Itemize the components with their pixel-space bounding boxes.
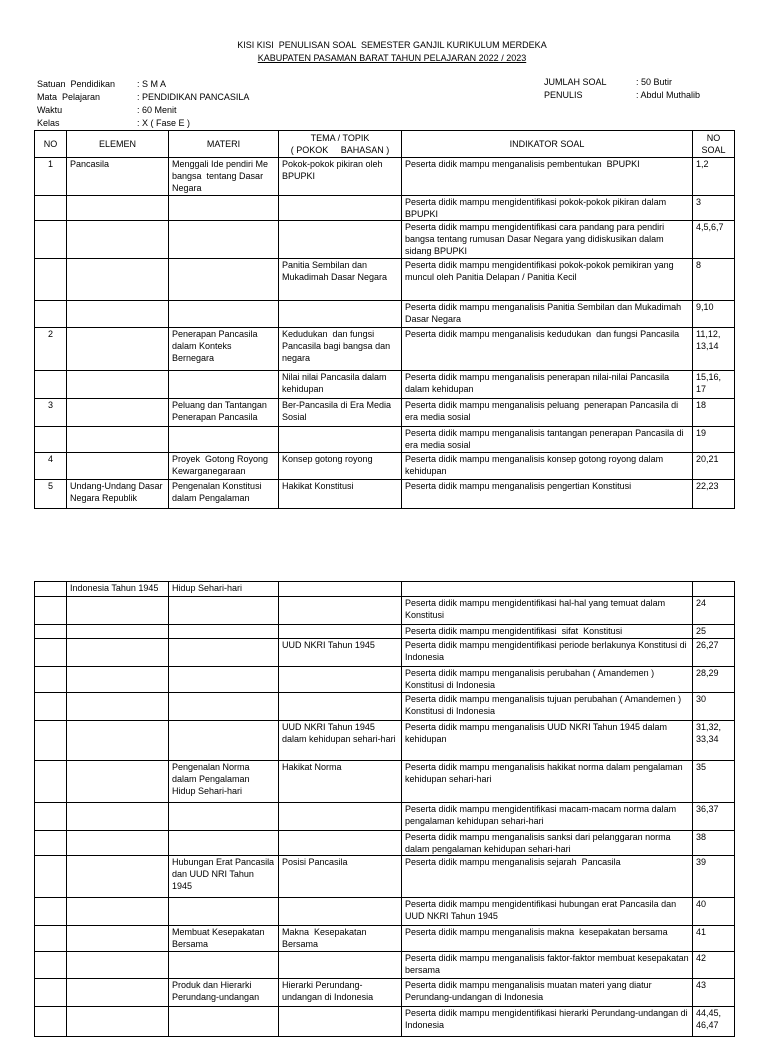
table-row bbox=[35, 301, 735, 328]
cell-materi: Hubungan Erat Pancasila dan UUD NRI Tahun 1945 bbox=[169, 856, 279, 898]
cell-no-soal bbox=[693, 582, 735, 597]
cell-materi bbox=[169, 625, 279, 639]
table-row bbox=[35, 453, 735, 480]
cell-indikator: Peserta didik mampu menganalisis pembentukan BPUPKI bbox=[402, 158, 693, 196]
cell-indikator: Peserta didik mampu menganalisis tujuan perubahan ( Amandemen ) Konstitusi di Indonesia bbox=[402, 693, 693, 721]
cell-no: 4 bbox=[35, 453, 67, 480]
cell-materi: Hidup Sehari-hari bbox=[169, 582, 279, 597]
table-row bbox=[35, 371, 735, 399]
meta-label: Kelas bbox=[37, 118, 60, 128]
meta-value: : PENDIDIKAN PANCASILA bbox=[137, 92, 250, 102]
cell-elemen bbox=[67, 328, 169, 371]
cell-materi: Penerapan Pancasila dalam Konteks Bernegara bbox=[169, 328, 279, 371]
meta-label: Satuan Pendidikan bbox=[37, 79, 116, 89]
cell-indikator: Peserta didik mampu menganalisis Panitia Sembilan dan Mukadimah Dasar Negara bbox=[402, 301, 693, 328]
table-row bbox=[35, 761, 735, 803]
cell-tema: Makna Kesepakatan Bersama bbox=[279, 926, 402, 952]
cell-elemen bbox=[67, 856, 169, 898]
cell-tema: Hakikat Norma bbox=[279, 761, 402, 803]
cell-no bbox=[35, 979, 67, 1007]
cell-elemen: Undang-Undang Dasar Negara Republik bbox=[67, 480, 169, 509]
kisi-kisi-table-part-1 bbox=[34, 130, 735, 509]
cell-tema bbox=[279, 196, 402, 221]
cell-no bbox=[35, 721, 67, 761]
meta-info-right bbox=[544, 77, 744, 103]
cell-no bbox=[35, 693, 67, 721]
table-header-row bbox=[35, 131, 735, 158]
cell-no bbox=[35, 597, 67, 625]
header-no-soal-line-1: NO bbox=[706, 133, 721, 143]
cell-no bbox=[35, 371, 67, 399]
cell-tema bbox=[279, 625, 402, 639]
table-row bbox=[35, 831, 735, 856]
meta-value: : S M A bbox=[137, 79, 167, 89]
meta-value: : Abdul Muthalib bbox=[636, 90, 701, 100]
document-subtitle: KABUPATEN PASAMAN BARAT TAHUN PELAJARAN 2022 / 2023 bbox=[257, 53, 527, 63]
cell-indikator bbox=[402, 582, 693, 597]
cell-no bbox=[35, 803, 67, 831]
cell-no bbox=[35, 259, 67, 301]
cell-tema bbox=[279, 597, 402, 625]
cell-no bbox=[35, 625, 67, 639]
cell-elemen bbox=[67, 221, 169, 259]
meta-value: : X ( Fase E ) bbox=[137, 118, 191, 128]
cell-elemen bbox=[67, 693, 169, 721]
cell-elemen bbox=[67, 453, 169, 480]
cell-no-soal: 38 bbox=[693, 831, 735, 856]
header-no: NO bbox=[35, 131, 67, 158]
cell-indikator: Peserta didik mampu menganalisis penerapan nilai-nilai Pancasila dalam kehidupan bbox=[402, 371, 693, 399]
meta-label: JUMLAH SOAL bbox=[544, 77, 607, 87]
cell-no-soal: 25 bbox=[693, 625, 735, 639]
cell-indikator: Peserta didik mampu mengidentifikasi hal-hal yang temuat dalam Konstitusi bbox=[402, 597, 693, 625]
table-row bbox=[35, 582, 735, 597]
cell-no bbox=[35, 667, 67, 693]
cell-no bbox=[35, 1007, 67, 1037]
cell-no-soal: 8 bbox=[693, 259, 735, 301]
cell-no-soal: 15,16, 17 bbox=[693, 371, 735, 399]
cell-indikator: Peserta didik mampu menganalisis pengertian Konstitusi bbox=[402, 480, 693, 509]
cell-materi bbox=[169, 667, 279, 693]
cell-elemen bbox=[67, 301, 169, 328]
cell-no-soal: 18 bbox=[693, 399, 735, 427]
cell-no-soal: 44,45, 46,47 bbox=[693, 1007, 735, 1037]
cell-tema bbox=[279, 301, 402, 328]
cell-no bbox=[35, 831, 67, 856]
cell-indikator: Peserta didik mampu mengidentifikasi cara pandang para pendiri bangsa tentang rumusan Dasar Negara yang didiskusikan dalam sidang BPUPKI bbox=[402, 221, 693, 259]
cell-tema: Konsep gotong royong bbox=[279, 453, 402, 480]
cell-materi: Pengenalan Konstitusi dalam Pengalaman bbox=[169, 480, 279, 509]
meta-value: : 60 Menit bbox=[137, 105, 177, 115]
table-row bbox=[35, 898, 735, 926]
table-row bbox=[35, 328, 735, 371]
cell-materi bbox=[169, 898, 279, 926]
cell-elemen bbox=[67, 831, 169, 856]
table-row bbox=[35, 693, 735, 721]
cell-no-soal: 26,27 bbox=[693, 639, 735, 667]
cell-no-soal: 30 bbox=[693, 693, 735, 721]
cell-indikator: Peserta didik mampu mengidentifikasi pokok-pokok pikiran dalam BPUPKI bbox=[402, 196, 693, 221]
cell-materi bbox=[169, 196, 279, 221]
cell-no-soal: 28,29 bbox=[693, 667, 735, 693]
header-elemen: ELEMEN bbox=[67, 131, 169, 158]
header-materi: MATERI bbox=[169, 131, 279, 158]
cell-indikator: Peserta didik mampu menganalisis UUD NKRI Tahun 1945 dalam kehidupan bbox=[402, 721, 693, 761]
cell-materi bbox=[169, 371, 279, 399]
table-row bbox=[35, 667, 735, 693]
cell-elemen bbox=[67, 898, 169, 926]
cell-tema: Panitia Sembilan dan Mukadimah Dasar Negara bbox=[279, 259, 402, 301]
meta-value: : 50 Butir bbox=[636, 77, 673, 87]
cell-materi: Membuat Kesepakatan Bersama bbox=[169, 926, 279, 952]
cell-tema: Posisi Pancasila bbox=[279, 856, 402, 898]
meta-label: Waktu bbox=[37, 105, 63, 115]
cell-no-soal: 43 bbox=[693, 979, 735, 1007]
meta-info-left bbox=[37, 79, 337, 131]
table-row bbox=[35, 597, 735, 625]
cell-no: 1 bbox=[35, 158, 67, 196]
table-row bbox=[35, 158, 735, 196]
cell-tema: Kedudukan dan fungsi Pancasila bagi bangsa dan negara bbox=[279, 328, 402, 371]
cell-tema bbox=[279, 898, 402, 926]
cell-indikator: Peserta didik mampu mengidentifikasi periode berlakunya Konstitusi di Indonesia bbox=[402, 639, 693, 667]
cell-materi bbox=[169, 952, 279, 979]
table-part-2-viewport bbox=[0, 581, 768, 1030]
cell-materi: Menggali Ide pendiri Me bangsa tentang Dasar Negara bbox=[169, 158, 279, 196]
table-body bbox=[35, 158, 735, 509]
cell-tema bbox=[279, 221, 402, 259]
cell-tema bbox=[279, 1007, 402, 1037]
cell-tema: Nilai nilai Pancasila dalam kehidupan bbox=[279, 371, 402, 399]
meta-row-mata-pelajaran bbox=[37, 92, 337, 105]
cell-no bbox=[35, 856, 67, 898]
cell-no-soal: 4,5,6,7 bbox=[693, 221, 735, 259]
cell-indikator: Peserta didik mampu menganalisis perubahan ( Amandemen ) Konstitusi di Indonesia bbox=[402, 667, 693, 693]
meta-label: PENULIS bbox=[544, 90, 583, 100]
cell-tema bbox=[279, 693, 402, 721]
cell-indikator: Peserta didik mampu menganalisis kedudukan dan fungsi Pancasila bbox=[402, 328, 693, 371]
cell-indikator: Peserta didik mampu menganalisis sanksi dari pelanggaran norma dalam pengalaman kehidupan sehari-hari bbox=[402, 831, 693, 856]
cell-no-soal: 35 bbox=[693, 761, 735, 803]
cell-no bbox=[35, 952, 67, 979]
cell-tema: UUD NKRI Tahun 1945 dalam kehidupan sehari-hari bbox=[279, 721, 402, 761]
header-no-soal-line-2: SOAL bbox=[701, 145, 726, 155]
cell-indikator: Peserta didik mampu menganalisis faktor-faktor membuat kesepakatan bersama bbox=[402, 952, 693, 979]
cell-no-soal: 9,10 bbox=[693, 301, 735, 328]
cell-elemen bbox=[67, 427, 169, 453]
cell-no bbox=[35, 427, 67, 453]
cell-tema: Pokok-pokok pikiran oleh BPUPKI bbox=[279, 158, 402, 196]
cell-elemen bbox=[67, 259, 169, 301]
kisi-kisi-table-part-2 bbox=[34, 581, 735, 1037]
cell-tema: Ber-Pancasila di Era Media Sosial bbox=[279, 399, 402, 427]
cell-no: 2 bbox=[35, 328, 67, 371]
cell-no-soal: 39 bbox=[693, 856, 735, 898]
cell-no bbox=[35, 761, 67, 803]
cell-tema bbox=[279, 582, 402, 597]
header-indikator-soal: INDIKATOR SOAL bbox=[402, 131, 693, 158]
cell-indikator: Peserta didik mampu menganalisis konsep gotong royong dalam kehidupan bbox=[402, 453, 693, 480]
cell-indikator: Peserta didik mampu mengidentifikasi macam-macam norma dalam pengalaman kehidupan sehari-hari bbox=[402, 803, 693, 831]
cell-elemen: Pancasila bbox=[67, 158, 169, 196]
cell-materi: Peluang dan Tantangan Penerapan Pancasila bbox=[169, 399, 279, 427]
table-row bbox=[35, 721, 735, 761]
cell-elemen bbox=[67, 639, 169, 667]
cell-elemen bbox=[67, 196, 169, 221]
cell-indikator: Peserta didik mampu menganalisis sejarah Pancasila bbox=[402, 856, 693, 898]
document-title: KISI KISI PENULISAN SOAL SEMESTER GANJIL KURIKULUM MERDEKA bbox=[237, 40, 547, 50]
cell-materi bbox=[169, 639, 279, 667]
cell-indikator: Peserta didik mampu menganalisis muatan materi yang diatur Perundang-undangan di Indonesia bbox=[402, 979, 693, 1007]
cell-materi: Produk dan Hierarki Perundang-undangan bbox=[169, 979, 279, 1007]
cell-elemen bbox=[67, 979, 169, 1007]
cell-no-soal: 42 bbox=[693, 952, 735, 979]
header-tema-line-2: ( POKOK BAHASAN ) bbox=[290, 145, 390, 155]
cell-no bbox=[35, 898, 67, 926]
cell-tema bbox=[279, 427, 402, 453]
cell-materi: Pengenalan Norma dalam Pengalaman Hidup Sehari-hari bbox=[169, 761, 279, 803]
meta-row-waktu bbox=[37, 105, 337, 118]
cell-elemen bbox=[67, 721, 169, 761]
cell-elemen bbox=[67, 399, 169, 427]
table-row bbox=[35, 625, 735, 639]
cell-elemen bbox=[67, 952, 169, 979]
cell-no bbox=[35, 221, 67, 259]
cell-indikator: Peserta didik mampu menganalisis tantangan penerapan Pancasila di era media sosial bbox=[402, 427, 693, 453]
cell-materi bbox=[169, 427, 279, 453]
cell-no: 5 bbox=[35, 480, 67, 509]
table-row bbox=[35, 979, 735, 1007]
table-row bbox=[35, 427, 735, 453]
cell-indikator: Peserta didik mampu menganalisis makna kesepakatan bersama bbox=[402, 926, 693, 952]
cell-no-soal: 24 bbox=[693, 597, 735, 625]
cell-tema bbox=[279, 803, 402, 831]
cell-tema bbox=[279, 831, 402, 856]
table-row bbox=[35, 196, 735, 221]
cell-tema: UUD NKRI Tahun 1945 bbox=[279, 639, 402, 667]
cell-materi bbox=[169, 301, 279, 328]
cell-no-soal: 19 bbox=[693, 427, 735, 453]
cell-indikator: Peserta didik mampu mengidentifikasi sifat Konstitusi bbox=[402, 625, 693, 639]
cell-tema: Hierarki Perundang-undangan di Indonesia bbox=[279, 979, 402, 1007]
cell-no bbox=[35, 582, 67, 597]
table-row bbox=[35, 856, 735, 898]
cell-indikator: Peserta didik mampu mengidentifikasi hubungan erat Pancasila dan UUD NKRI Tahun 1945 bbox=[402, 898, 693, 926]
cell-materi: Proyek Gotong Royong Kewarganegaraan bbox=[169, 453, 279, 480]
cell-elemen bbox=[67, 667, 169, 693]
header-tema-topik bbox=[279, 131, 402, 158]
table-row bbox=[35, 952, 735, 979]
cell-elemen bbox=[67, 597, 169, 625]
table-row bbox=[35, 221, 735, 259]
cell-materi bbox=[169, 693, 279, 721]
cell-no-soal: 11,12, 13,14 bbox=[693, 328, 735, 371]
cell-elemen bbox=[67, 625, 169, 639]
cell-materi bbox=[169, 221, 279, 259]
cell-materi bbox=[169, 1007, 279, 1037]
cell-materi bbox=[169, 831, 279, 856]
cell-materi bbox=[169, 597, 279, 625]
cell-elemen: Indonesia Tahun 1945 bbox=[67, 582, 169, 597]
cell-tema bbox=[279, 952, 402, 979]
table-row bbox=[35, 480, 735, 509]
header-no-soal bbox=[693, 131, 735, 158]
table-row bbox=[35, 399, 735, 427]
cell-materi bbox=[169, 721, 279, 761]
table-row bbox=[35, 926, 735, 952]
table-body bbox=[35, 582, 735, 1037]
cell-elemen bbox=[67, 803, 169, 831]
cell-indikator: Peserta didik mampu menganalisis peluang penerapan Pancasila di era media sosial bbox=[402, 399, 693, 427]
cell-elemen bbox=[67, 1007, 169, 1037]
cell-no-soal: 20,21 bbox=[693, 453, 735, 480]
cell-no-soal: 22,23 bbox=[693, 480, 735, 509]
meta-row-penulis bbox=[544, 90, 744, 103]
cell-no: 3 bbox=[35, 399, 67, 427]
cell-elemen bbox=[67, 926, 169, 952]
cell-tema bbox=[279, 667, 402, 693]
cell-no-soal: 3 bbox=[693, 196, 735, 221]
cell-tema: Hakikat Konstitusi bbox=[279, 480, 402, 509]
cell-no bbox=[35, 196, 67, 221]
cell-no-soal: 31,32, 33,34 bbox=[693, 721, 735, 761]
header-tema-line-1: TEMA / TOPIK bbox=[310, 133, 370, 143]
cell-no-soal: 1,2 bbox=[693, 158, 735, 196]
cell-elemen bbox=[67, 371, 169, 399]
table-row bbox=[35, 259, 735, 301]
cell-no bbox=[35, 639, 67, 667]
cell-materi bbox=[169, 803, 279, 831]
cell-no bbox=[35, 926, 67, 952]
cell-elemen bbox=[67, 761, 169, 803]
cell-indikator: Peserta didik mampu mengidentifikasi pokok-pokok pemikiran yang muncul oleh Panitia Delapan / Panitia Kecil bbox=[402, 259, 693, 301]
meta-row-jumlah-soal bbox=[544, 77, 744, 90]
cell-no bbox=[35, 301, 67, 328]
cell-indikator: Peserta didik mampu menganalisis hakikat norma dalam pengalaman kehidupan sehari-hari bbox=[402, 761, 693, 803]
table-row bbox=[35, 803, 735, 831]
table-row bbox=[35, 639, 735, 667]
table-row bbox=[35, 1007, 735, 1037]
meta-label: Mata Pelajaran bbox=[37, 92, 101, 102]
cell-no-soal: 41 bbox=[693, 926, 735, 952]
cell-materi bbox=[169, 259, 279, 301]
meta-row-satuan-pendidikan bbox=[37, 79, 337, 92]
cell-no-soal: 36,37 bbox=[693, 803, 735, 831]
cell-no-soal: 40 bbox=[693, 898, 735, 926]
cell-indikator: Peserta didik mampu mengidentifikasi hierarki Perundang-undangan di Indonesia bbox=[402, 1007, 693, 1037]
